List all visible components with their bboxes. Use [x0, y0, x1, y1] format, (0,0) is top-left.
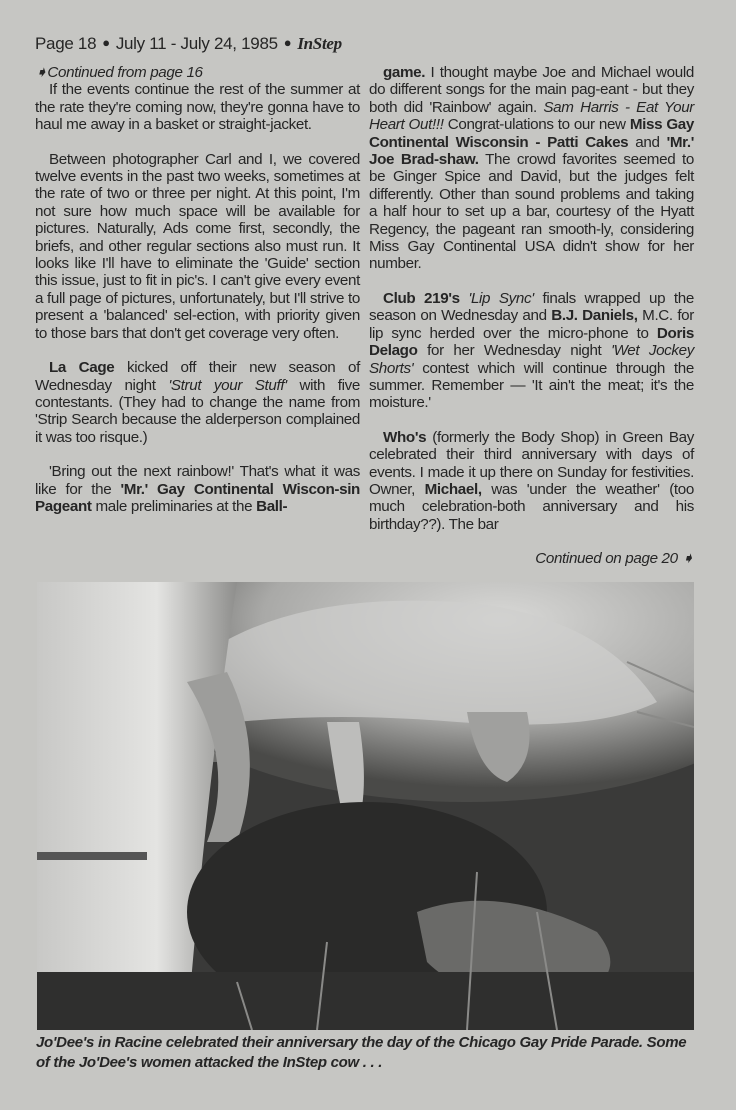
- bold-name: La Cage: [49, 359, 115, 377]
- page-header: [35, 34, 342, 54]
- text-run: 'Bring out the next rainbow!' That's what it was like for the: [35, 463, 360, 498]
- paragraph: [35, 359, 360, 446]
- text-run: If the events continue the rest of the summer at the rate they're coming now, they're gonna have to haul me away in a basket or straight-jacket.: [35, 81, 360, 134]
- continued-from[interactable]: ➧Continued from page 16: [35, 64, 203, 81]
- left-column: [35, 64, 360, 532]
- text-run: contest which will continue through the summer. Remember — 'It ain't the meat; it's the moisture.': [369, 359, 694, 412]
- issue-dates: July 11 - July 24, 1985: [115, 34, 278, 53]
- paragraph: [369, 290, 694, 412]
- text-run: kicked off their new season of Wednesday night: [35, 359, 360, 394]
- text-run: with five contestants. (They had to change the name from 'Strip Search because the alderperson complained it was too risque.): [35, 376, 360, 446]
- text-run: M.C. for lip sync herded over the micro-phone to: [369, 307, 694, 342]
- bold-name: Miss Gay Continental Wisconsin - Patti Cakes: [369, 116, 694, 151]
- text-run: Between photographer Carl and I, we covered twelve events in the past two weeks, sometimes at the rate of two or three per night. At this point, I'm not sure how much space will be available for pictures. Naturally, Ads come first, secondly, the briefs, and other regular sections also must run. It looks like I'll have to eliminate the 'Guide' section this issue, just to fit in pic's. I can't give every event a full page of pictures, unfortunately, but I'll strive to present a 'balanced' sel-ection, with priority given to those bars that don't get coverage very often.: [35, 150, 360, 342]
- text-run: for her Wednesday night: [417, 342, 612, 360]
- italic-title: Sam Harris - Eat Your Heart Out!!!: [369, 98, 694, 134]
- bold-name: Club 219's: [383, 289, 460, 307]
- publication-name: InStep: [297, 34, 342, 53]
- italic-title: 'Strut your Stuff': [168, 376, 287, 394]
- bold-name: Who's: [383, 428, 427, 446]
- text-run: and: [628, 133, 667, 151]
- paragraph: [35, 463, 360, 515]
- arrow-icon: ➧: [35, 64, 48, 81]
- bold-name: 'Mr.' Gay Continental Wiscon-sin Pageant: [35, 480, 360, 515]
- text-run: finals wrapped up the season on Wednesday and: [369, 289, 694, 325]
- bullet-icon: ●: [102, 35, 110, 50]
- bold-name: Michael,: [424, 480, 482, 498]
- bold-name: 'Mr.' Joe Brad-shaw.: [369, 133, 695, 169]
- text-run: male preliminaries at the: [91, 497, 257, 515]
- bold-name: Ball-: [256, 497, 288, 515]
- photo-caption: Jo'Dee's in Racine celebrated their anniversary the day of the Chicago Gay Pride Parade. Some of the Jo'Dee's women attacked the InStep cow . . .: [36, 1034, 687, 1071]
- italic-title: 'Wet Jockey Shorts': [369, 342, 694, 377]
- right-column: [369, 64, 694, 568]
- text-run: (formerly the Body Shop) in Green Bay celebrated their third anniversary with days of events. I made it up there on Sunday for festivities. Owner,: [369, 428, 694, 498]
- italic-title: 'Lip Sync': [468, 289, 534, 307]
- bullet-icon: ●: [283, 35, 292, 50]
- bold-name: Doris Delago: [369, 324, 694, 360]
- photo: [37, 582, 694, 1030]
- paragraph: [369, 64, 694, 273]
- arrow-icon: ➧: [681, 550, 694, 568]
- text-run: I thought maybe Joe and Michael would do different songs for the main pag-eant - but they both did 'Rainbow' again.: [369, 64, 694, 116]
- paragraph: [35, 81, 360, 133]
- paragraph: [35, 151, 360, 342]
- continued-on[interactable]: Continued on page 20 ➧: [535, 550, 694, 568]
- paragraph: [369, 429, 694, 533]
- text-run: Congrat-ulations to our new: [443, 116, 630, 134]
- page-number: Page 18: [35, 34, 97, 53]
- bold-name: game.: [383, 64, 426, 81]
- text-run: The crowd favorites seemed to be Ginger Spice and David, but the judges felt differently. Other than sound problems and taking a half hour to set up a bar, courtesy of the Hyatt Regency, the pageant ran smooth-ly, considering Miss Gay Continental USA didn't show for her number.: [369, 151, 694, 273]
- text-run: was 'under the weather' (too much celebration-both anniversary and his birthday??). The bar: [369, 480, 694, 533]
- bold-name: B.J. Daniels,: [551, 307, 638, 325]
